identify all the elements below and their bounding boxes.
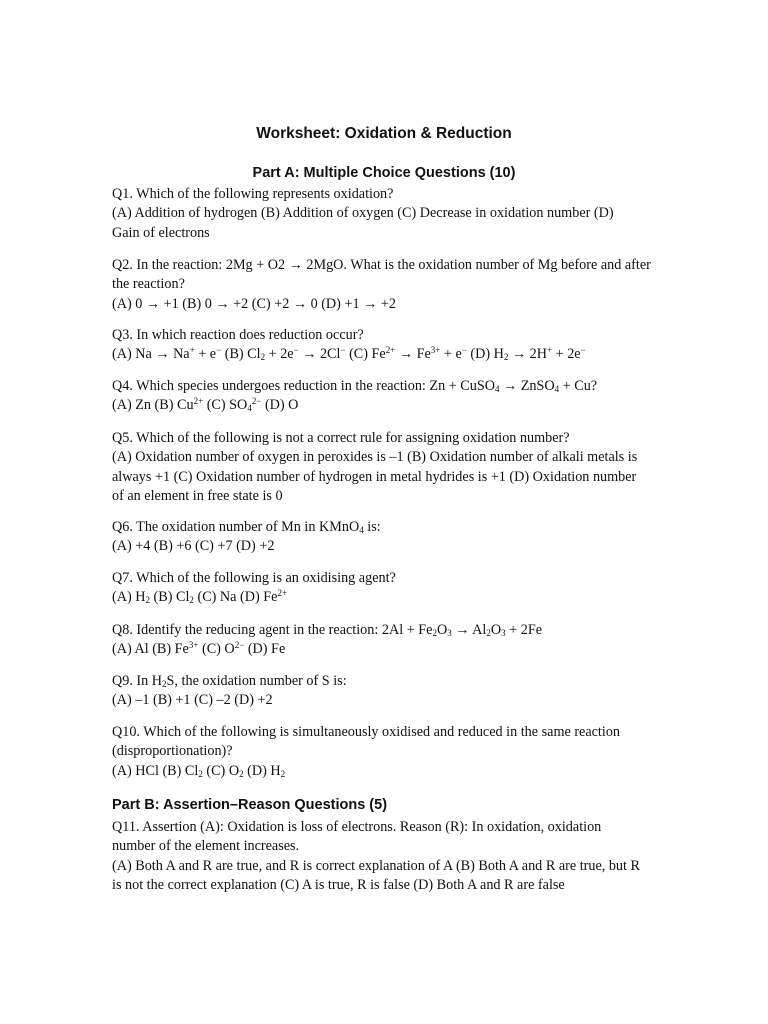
question-text: number of the element increases.	[112, 838, 300, 855]
question-text: Q11. Assertion (A): Oxidation is loss of electrons. Reason (R): In oxidation, oxidation	[112, 819, 602, 835]
question-text: Q7. Which of the following is an oxidising agent?	[112, 570, 396, 586]
question-text: Q10. Which of the following is simultaneously oxidised and reduced in the same reaction	[112, 724, 621, 740]
question-options: (A) +4 (B) +6 (C) +7 (D) +2	[112, 538, 275, 555]
question-options: Gain of electrons	[112, 224, 210, 241]
question-text: Q1. Which of the following represents oxidation?	[112, 186, 394, 202]
question-options: (A) Oxidation number of oxygen in peroxides is –1 (B) Oxidation number of alkali metals is	[112, 449, 638, 466]
question-options: (A) –1 (B) +1 (C) –2 (D) +2	[112, 692, 273, 709]
question-text: Q3. In which reaction does reduction occur?	[112, 327, 364, 343]
question-text: Q9. In $H_2S$, the oxidation number of S is:	[112, 673, 347, 689]
question-options: (A) $H_2$ (B) $Cl_2$ (C) Na (D) $Fe^{2+}$	[112, 588, 288, 606]
part-b-heading: Part B: Assertion–Reason Questions (5)	[112, 797, 388, 813]
question-10	[112, 723, 660, 781]
question-text: (disproportionation)?	[112, 743, 233, 760]
question-options: of an element in free state is 0	[112, 488, 283, 505]
question-4	[112, 377, 660, 416]
question-options: (A) HCl (B) $Cl_2$ (C) $O_2$ (D) $H_2$	[112, 762, 286, 779]
question-text: the reaction?	[112, 276, 185, 293]
question-7	[112, 569, 660, 608]
question-11	[112, 818, 660, 896]
question-text: Q2. In the reaction: 2Mg + O2 → 2MgO. What is the oxidation number of Mg before and after	[112, 257, 651, 273]
question-6	[112, 518, 660, 557]
question-text: Q8. Identify the reducing agent in the reaction: $2Al + Fe_2O_3 \to Al_2O_3 + 2Fe$	[112, 622, 543, 638]
question-options: is not the correct explanation (C) A is true, R is false (D) Both A and R are false	[112, 877, 565, 894]
question-options: (A) Na → Na+ + e− (B) $Cl_2 + 2e^- \to 2Cl^-$ (C) $Fe^{2+} \to Fe^{3+} + e^-$ (D) $H_2 \to 2H^+ + 2e^-$	[112, 345, 586, 363]
question-text: Q5. Which of the following is not a correct rule for assigning oxidation number?	[112, 430, 570, 446]
question-text: Q6. The oxidation number of Mn in KMnO$_4$ is:	[112, 519, 381, 535]
question-3	[112, 326, 660, 365]
question-options: (A) Al (B) $Fe^{3+}$ (C) $O^{2-}$ (D) Fe	[112, 640, 286, 658]
question-5	[112, 429, 660, 507]
question-options: (A) 0 → +1 (B) 0 → +2 (C) +2 → 0 (D) +1 → +2	[112, 295, 396, 312]
question-options: (A) Both A and R are true, and R is correct explanation of A (B) Both A and R are true, but R	[112, 857, 640, 874]
question-9	[112, 672, 660, 711]
question-options: (A) Addition of hydrogen (B) Addition of oxygen (C) Decrease in oxidation number (D)	[112, 205, 614, 222]
question-1	[112, 185, 660, 243]
part-a-heading: Part A: Multiple Choice Questions (10)	[252, 165, 516, 181]
question-text: Q4. Which species undergoes reduction in the reaction: Zn + CuSO$_4$ → ZnSO$_4$ + Cu?	[112, 378, 598, 394]
question-options: (A) Zn (B) $Cu^{2+}$ (C) $SO_4^{2-}$ (D) O	[112, 396, 299, 414]
question-options: always +1 (C) Oxidation number of hydrogen in metal hydrides is +1 (D) Oxidation number	[112, 468, 637, 485]
question-8	[112, 621, 660, 660]
page-title: Worksheet: Oxidation & Reduction	[256, 125, 512, 142]
question-2	[112, 256, 660, 314]
